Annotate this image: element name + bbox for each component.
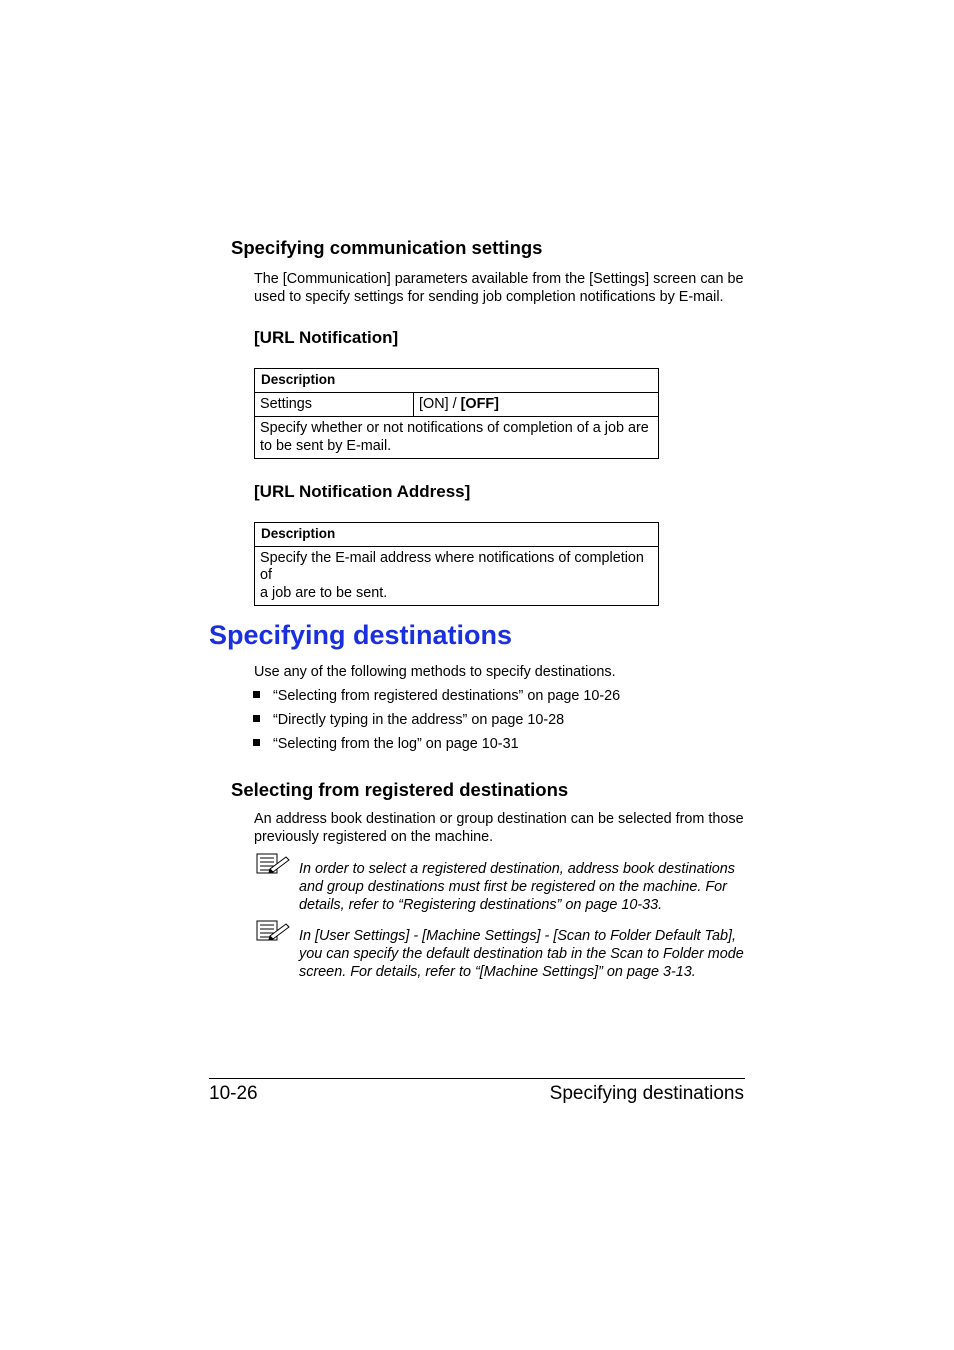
value-default: [OFF] [460,395,499,412]
subheading-url-notification-address: [URL Notification Address] [254,482,471,501]
url-notification-table [254,368,659,459]
text-line: a job are to be sent. [260,584,388,601]
text-line: you can specify the default destination tab in the Scan to Folder mode [299,946,744,962]
text-line: In order to select a registered destination, address book destinations [299,861,735,877]
text-line: previously registered on the machine. [254,829,494,845]
footer-section-name: Specifying destinations [549,1083,744,1104]
text-line: The [Communication] parameters available from the [Settings] screen can be [254,271,744,287]
url-notification-address-table [254,522,659,606]
table-header: Description [255,523,659,547]
note-1 [299,860,749,914]
note-2 [299,927,749,981]
list-item [253,711,564,729]
note-pencil-icon [256,853,290,875]
bullet-text: “Selecting from registered destinations” on page 10-26 [273,688,621,704]
bullet-square-icon [253,691,260,698]
footer-rule [209,1078,745,1079]
text-line: Specify the E-mail address where notifications of completion of [260,549,644,583]
bullet-square-icon [253,715,260,722]
note-pencil-icon [256,920,290,942]
footer-page-number: 10-26 [209,1083,258,1104]
description-cell [255,417,659,459]
bullet-text: “Selecting from the log” on page 10-31 [273,736,519,752]
text-line: Specify whether or not notifications of completion of a job are [260,420,649,436]
section-heading-registered: Selecting from registered destinations [231,779,569,800]
text-line: In [User Settings] - [Machine Settings] - [Scan to Folder Default Tab], [299,928,736,944]
section-heading-communication: Specifying communication settings [231,237,543,258]
value-options: [ON] / [419,395,461,412]
list-item [253,687,620,705]
text-line: An address book destination or group destination can be selected from those [254,811,744,827]
settings-label: Settings [255,392,414,417]
list-item [253,735,519,753]
settings-value [414,392,659,417]
text-line: screen. For details, refer to “[Machine Settings]” on page 3-13. [299,964,696,980]
text-line: and group destinations must first be registered on the machine. For [299,879,727,895]
registered-intro [254,810,754,846]
text-line: details, refer to “Registering destinations” on page 10-33. [299,897,663,913]
bullet-square-icon [253,739,260,746]
text-line: to be sent by E-mail. [260,437,392,454]
destinations-intro: Use any of the following methods to specify destinations. [254,664,616,680]
page-title: Specifying destinations [209,620,513,650]
subheading-url-notification: [URL Notification] [254,328,399,347]
communication-intro [254,270,754,306]
text-line: used to specify settings for sending job completion notifications by E-mail. [254,289,724,305]
table-header: Description [255,369,659,393]
description-cell [255,546,659,606]
bullet-text: “Directly typing in the address” on page 10-28 [273,712,565,728]
